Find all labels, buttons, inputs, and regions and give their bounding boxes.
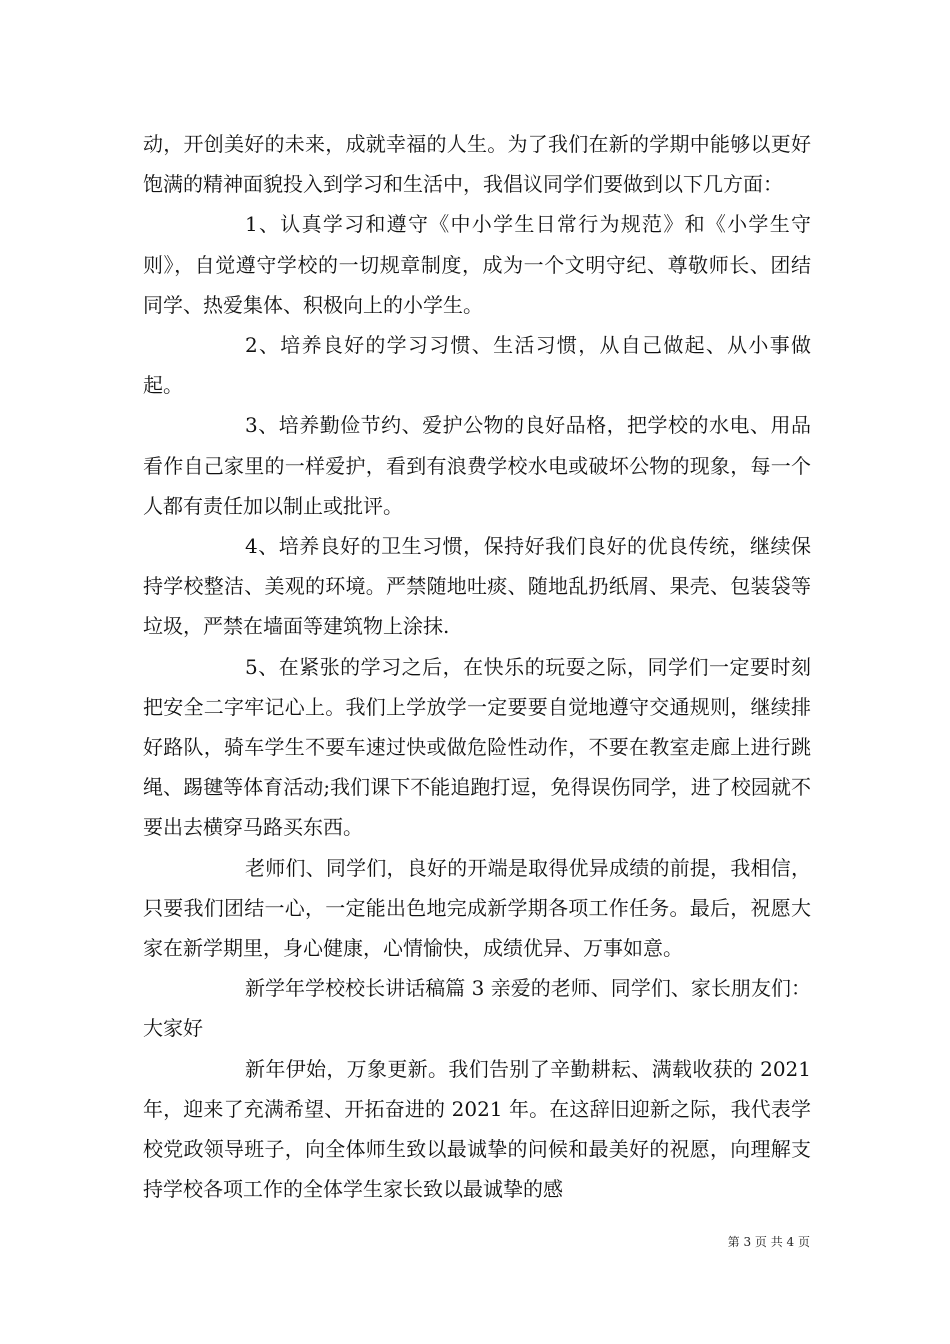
paragraph-closing: 老师们、同学们，良好的开端是取得优异成绩的前提，我相信，只要我们团结一心，一定能出色地完成新学期各项工作任务。最后，祝愿大家在新学期里，身心健康，心情愉快，成绩优异、万事如意。 <box>143 855 811 961</box>
paragraph-item-5: 5、在紧张的学习之后，在快乐的玩耍之际，同学们一定要时刻把安全二字牢记心上。我们上学放学一定要要自觉地遵守交通规则，继续排好路队，骑车学生不要车速过快或做危险性动作，不要在教室走廊上进行跳绳、踢毽等体育活动;我们课下不能追跑打逗，免得误伤同学，进了校园就不要出去横穿马路买东西。 <box>143 654 811 840</box>
paragraph-intro: 动，开创美好的未来，成就幸福的人生。为了我们在新的学期中能够以更好饱满的精神面貌投入到学习和生活中，我倡议同学们要做到以下几方面： <box>143 132 811 197</box>
paragraph-item-1: 1、认真学习和遵守《中小学生日常行为规范》和《小学生守则》，自觉遵守学校的一切规章制度，成为一个文明守纪、尊敬师长、团结同学、热爱集体、积极向上的小学生。 <box>143 212 811 317</box>
paragraph-item-2: 2、培养良好的学习习惯、生活习惯，从自己做起、从小事做起。 <box>143 333 811 398</box>
page-number-footer: 第 3 页 共 4 页 <box>727 1235 810 1249</box>
document-body <box>143 124 811 1209</box>
paragraph-new-year: 新年伊始，万象更新。我们告别了辛勤耕耘、满载收获的 2021 年，迎来了充满希望、开拓奋进的 2021 年。在这辞旧迎新之际，我代表学校党政领导班子，向全体师生致以最诚挚的问候和最美好的祝愿，向理解支持学校各项工作的全体学生家长致以最诚挚的感 <box>143 1056 811 1202</box>
paragraph-section-heading: 新学年学校校长讲话稿篇 3 亲爱的老师、同学们、家长朋友们：大家好 <box>143 976 811 1041</box>
paragraph-item-4: 4、培养良好的卫生习惯，保持好我们良好的优良传统，继续保持学校整洁、美观的环境。严禁随地吐痰、随地乱扔纸屑、果壳、包装袋等垃圾，严禁在墙面等建筑物上涂抹. <box>143 534 811 639</box>
paragraph-item-3: 3、培养勤俭节约、爱护公物的良好品格，把学校的水电、用品看作自己家里的一样爱护，看到有浪费学校水电或破坏公物的现象，每一个人都有责任加以制止或批评。 <box>143 413 811 518</box>
